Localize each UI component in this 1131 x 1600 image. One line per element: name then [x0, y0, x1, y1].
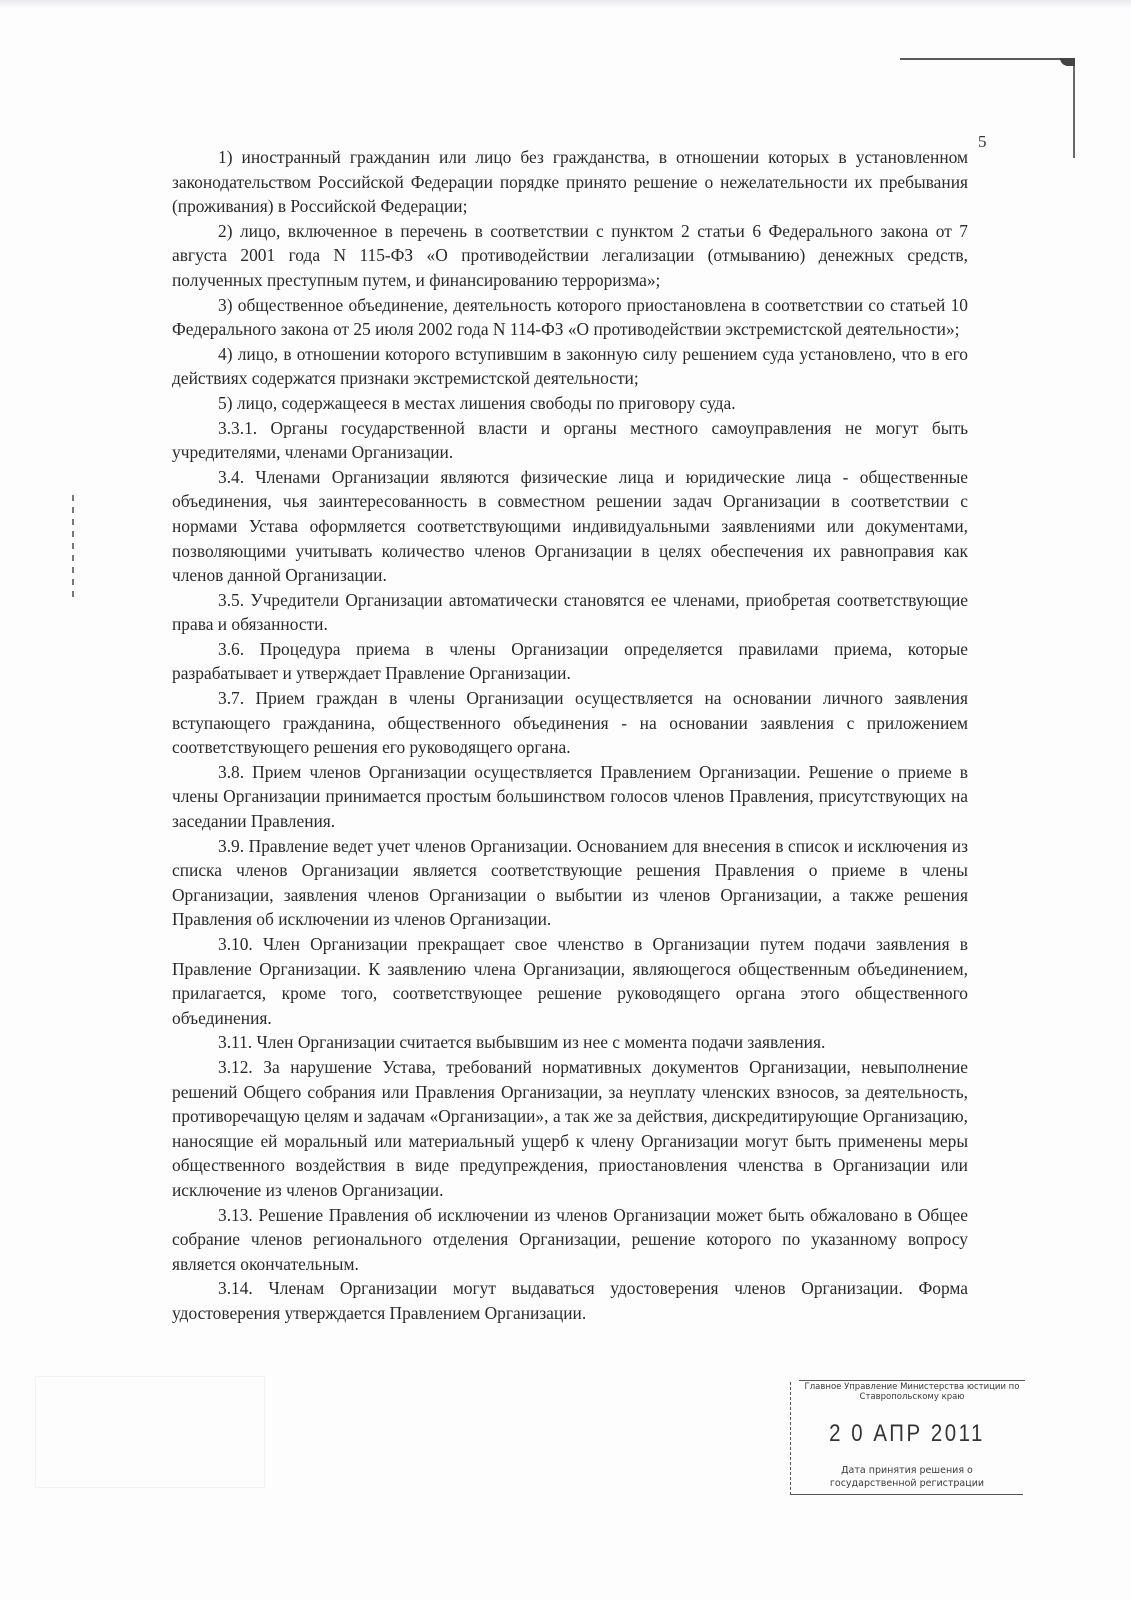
paragraph-3-6: 3.6. Процедура приема в члены Организации определяется правилами приема, которые разрабатывает и утверждает Правление Организации.: [172, 638, 968, 684]
scan-edge: [0, 0, 1131, 8]
paragraph-item-1: 1) иностранный гражданин или лицо без гражданства, в отношении которых в установленном законодательством Российской Федерации порядке принято решение о нежелательности их пребывания (проживания) в Российской Федерации;: [172, 147, 968, 217]
paragraph-3-11: 3.11. Член Организации считается выбывшим из нее с момента подачи заявления.: [218, 1032, 826, 1053]
paragraph-3-8: 3.8. Прием членов Организации осуществляется Правлением Организации. Решение о приеме в члены Организации принимается простым большинством голосов членов Правления, присутствующих на заседании Правления.: [172, 761, 968, 832]
corner-border-right: [1073, 58, 1075, 158]
paragraph-3-13: 3.13. Решение Правления об исключении из членов Организации может быть обжаловано в Общее собрание членов регионального отделения Организации, решение которого по указанному вопросу является окончательным.: [172, 1204, 968, 1274]
corner-border-top: [900, 58, 1075, 60]
paragraph-3-12: 3.12. За нарушение Устава, требований нормативных документов Организации, невыполнение решений Общего собрания или Правления Организации, за неуплату членских взносов, за деятельность, противоречащую целям и задачам «Организации», а так же за действия, дискредитирующие Организацию, наносящие ей моральный или материальный ущерб к члену Организации могут быть применены меры общественного воздействия в виде предупреждения, приостановления членства в Организации или исключение из членов Организации.: [172, 1056, 968, 1200]
paragraph-item-2: 2) лицо, включенное в перечень в соответствии с пунктом 2 статьи 6 Федерального закона от 7 августа 2001 года N 115-ФЗ «О противодействии легализации (отмыванию) денежных средств, полученных преступным путем, и финансированию терроризма»;: [172, 220, 968, 290]
stamp-header: Главное Управление Министерства юстиции по Ставропольскому краю: [799, 1380, 1025, 1402]
paragraph-3-10: 3.10. Член Организации прекращает свое членство в Организации путем подачи заявления в Правление Организации. К заявлению члена Организации, являющегося общественным объединением, прилагается, кроме того, соответствующее решение руководящего органа этого общественного объединения.: [172, 934, 968, 1028]
paragraph-3-4: 3.4. Членами Организации являются физические лица и юридические лица - общественные объединения, чья заинтересованность в совместном решении задач Организации в соответствии с нормами Устава оформляется соответствующими индивидуальными заявлениями или документами, позволяющими учитывать количество членов Организации в целях обеспечения их равноправия как членов данной Организации.: [172, 466, 968, 586]
stamp-date: 2 0 АПР 2011: [829, 1420, 985, 1447]
paragraph-3-7: 3.7. Прием граждан в члены Организации осуществляется на основании личного заявления вступающего гражданина, общественного объединения - на основании заявления с приложением соответствующего решения его руководящего органа.: [172, 688, 968, 758]
corner-mark: [1060, 58, 1075, 66]
paragraph-3-3-1: 3.3.1. Органы государственной власти и органы местного самоуправления не могут быть учредителями, членами Организации.: [172, 417, 968, 463]
paragraph-item-3: 3) общественное объединение, деятельность которого приостановлена в соответствии со статьей 10 Федерального закона от 25 июля 2002 года N 114-ФЗ «О противодействии экстремистской деятельности»;: [172, 294, 968, 340]
paragraph-3-9: 3.9. Правление ведет учет членов Организации. Основанием для внесения в список и исключения из списка членов Организации является соответствующие решения Правления о приеме в члены Организации, заявления членов Организации о выбытии из членов Организации, а также решения Правления об исключении из членов Организации.: [172, 835, 968, 930]
margin-mark: [72, 495, 74, 603]
stamp-caption-line-1: Дата принятия решения о: [841, 1465, 973, 1476]
page-number: 5: [978, 132, 987, 151]
paragraph-3-5: 3.5. Учредители Организации автоматически становятся ее членами, приобретая соответствующие права и обязанности.: [172, 589, 968, 635]
stamp-bleed-through: [35, 1376, 265, 1488]
registration-stamp: [790, 1382, 1023, 1495]
stamp-caption-line-2: государственной регистрации: [829, 1478, 985, 1489]
paragraph-item-5: 5) лицо, содержащееся в местах лишения свободы по приговору суда.: [218, 392, 736, 413]
paragraph-3-14: 3.14. Членам Организации могут выдаваться удостоверения членов Организации. Форма удостоверения утверждается Правлением Организации.: [172, 1278, 968, 1323]
stamp-caption: [791, 1464, 1023, 1490]
paragraph-item-4: 4) лицо, в отношении которого вступившим в законную силу решением суда установлено, что в его действиях содержатся признаки экстремистской деятельности;: [172, 343, 968, 389]
document-body: [172, 145, 968, 1326]
